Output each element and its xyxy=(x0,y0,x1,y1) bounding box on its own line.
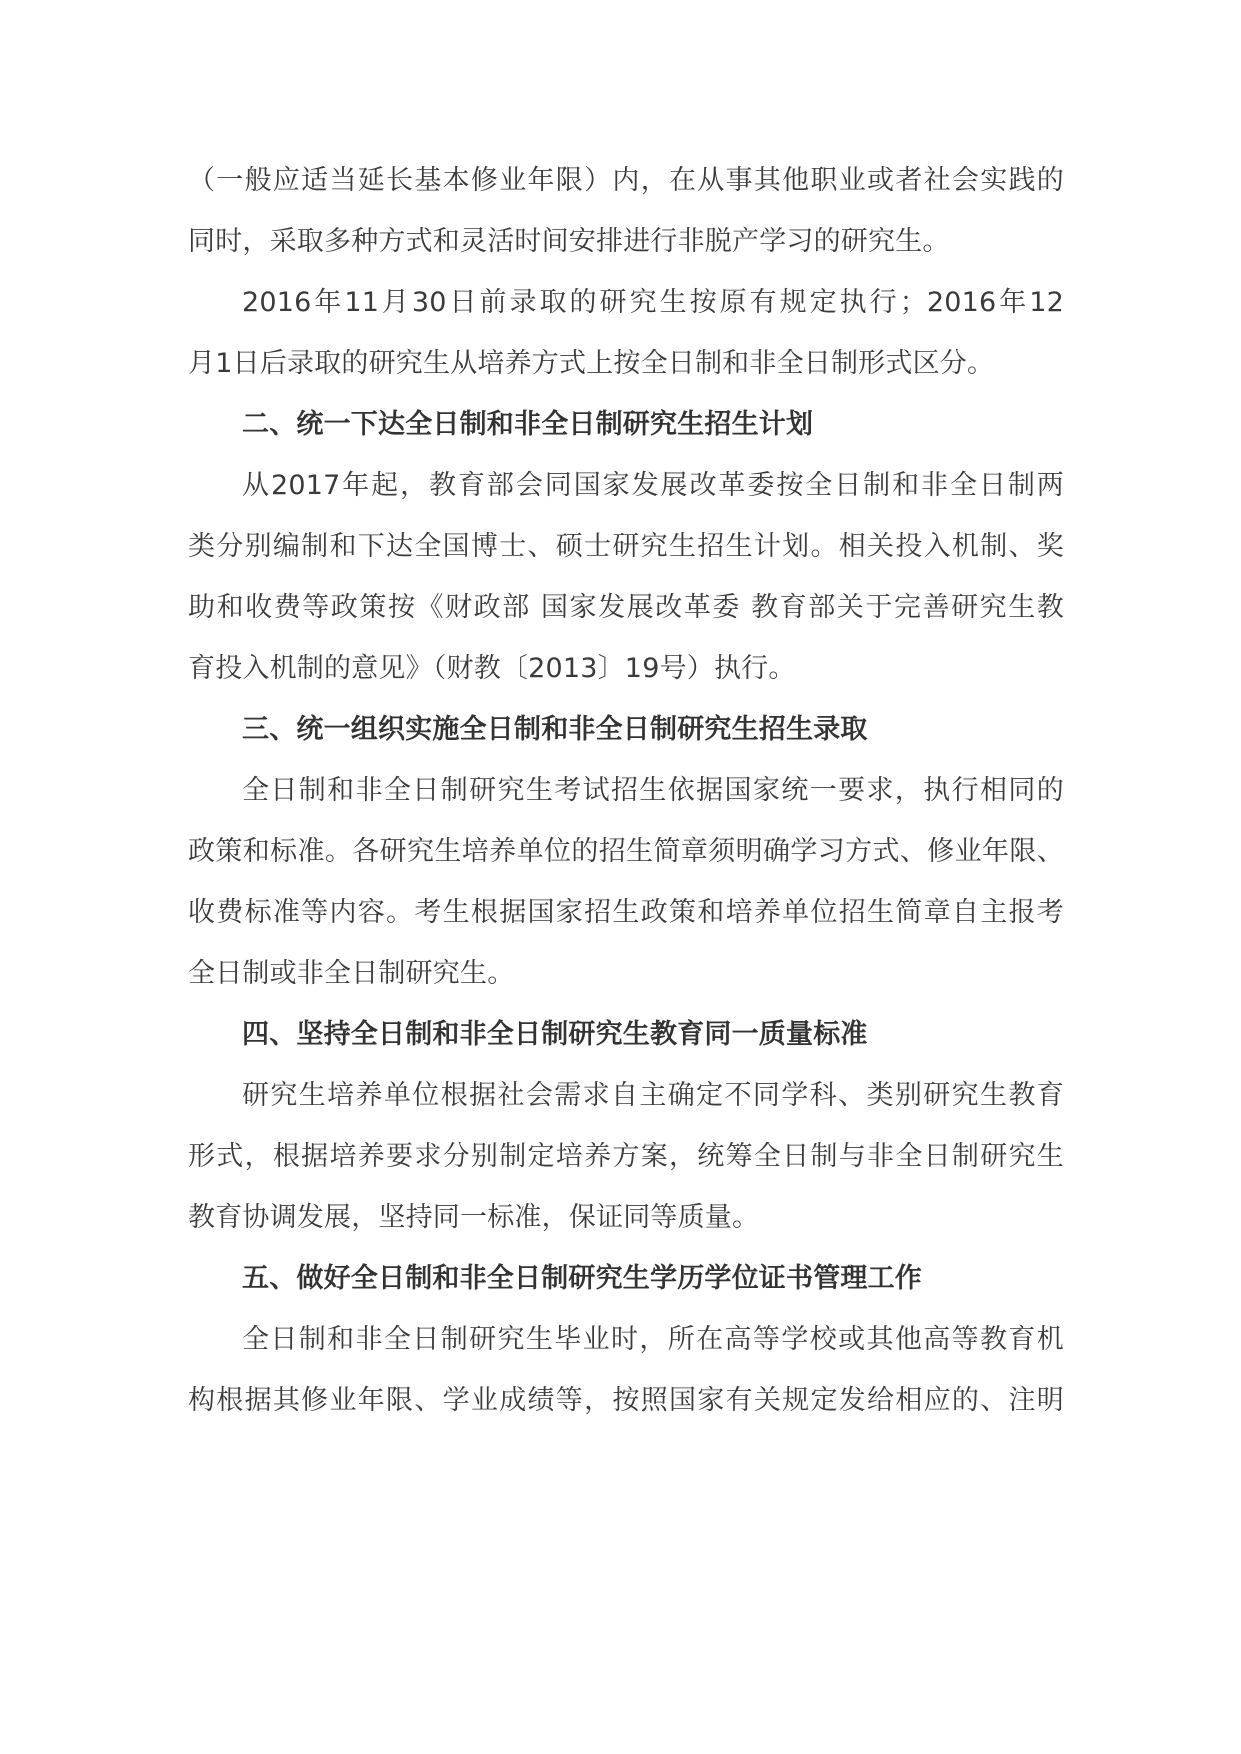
paragraph-line: 研究生培养单位根据社会需求自主确定不同学科、类别研究生教育 xyxy=(242,1080,1064,1111)
paragraph-line: 全日制和非全日制研究生毕业时，所在高等学校或其他高等教育机 xyxy=(242,1324,1064,1355)
paragraph-line: 类分别编制和下达全国博士、硕士研究生招生计划。相关投入机制、奖 xyxy=(188,531,1064,562)
paragraph-line: 同时，采取多种方式和灵活时间安排进行非脱产学习的研究生。 xyxy=(188,226,950,257)
paragraph-line: 全日制和非全日制研究生考试招生依据国家统一要求，执行相同的 xyxy=(242,775,1064,806)
paragraph-line: （一般应适当延长基本修业年限）内，在从事其他职业或者社会实践的 xyxy=(188,165,1064,196)
section-heading-5: 五、做好全日制和非全日制研究生学历学位证书管理工作 xyxy=(242,1263,922,1294)
section-heading-3: 三、统一组织实施全日制和非全日制研究生招生录取 xyxy=(242,714,868,745)
paragraph-line: 政策和标准。各研究生培养单位的招生简章须明确学习方式、修业年限、 xyxy=(188,836,1064,867)
paragraph-line: 从2017年起，教育部会同国家发展改革委按全日制和非全日制两 xyxy=(242,470,1064,501)
section-heading-4: 四、坚持全日制和非全日制研究生教育同一质量标准 xyxy=(242,1019,868,1050)
paragraph-line: 收费标准等内容。考生根据国家招生政策和培养单位招生简章自主报考 xyxy=(188,897,1064,928)
section-heading-2: 二、统一下达全日制和非全日制研究生招生计划 xyxy=(242,409,814,440)
paragraph-line: 形式，根据培养要求分别制定培养方案，统筹全日制与非全日制研究生 xyxy=(188,1141,1064,1172)
paragraph-line: 助和收费等政策按《财政部 国家发展改革委 教育部关于完善研究生教 xyxy=(188,592,1064,623)
paragraph-line: 月1日后录取的研究生从培养方式上按全日制和非全日制形式区分。 xyxy=(188,348,995,379)
paragraph-line: 2016年11月30日前录取的研究生按原有规定执行；2016年12 xyxy=(242,287,1064,318)
paragraph-line: 教育协调发展，坚持同一标准，保证同等质量。 xyxy=(188,1202,760,1233)
paragraph-line: 育投入机制的意见》（财教〔2013〕19号）执行。 xyxy=(188,653,796,684)
paragraph-line: 全日制或非全日制研究生。 xyxy=(188,958,515,989)
document-body xyxy=(188,150,1064,1431)
paragraph-line: 构根据其修业年限、学业成绩等，按照国家有关规定发给相应的、注明 xyxy=(188,1385,1064,1416)
